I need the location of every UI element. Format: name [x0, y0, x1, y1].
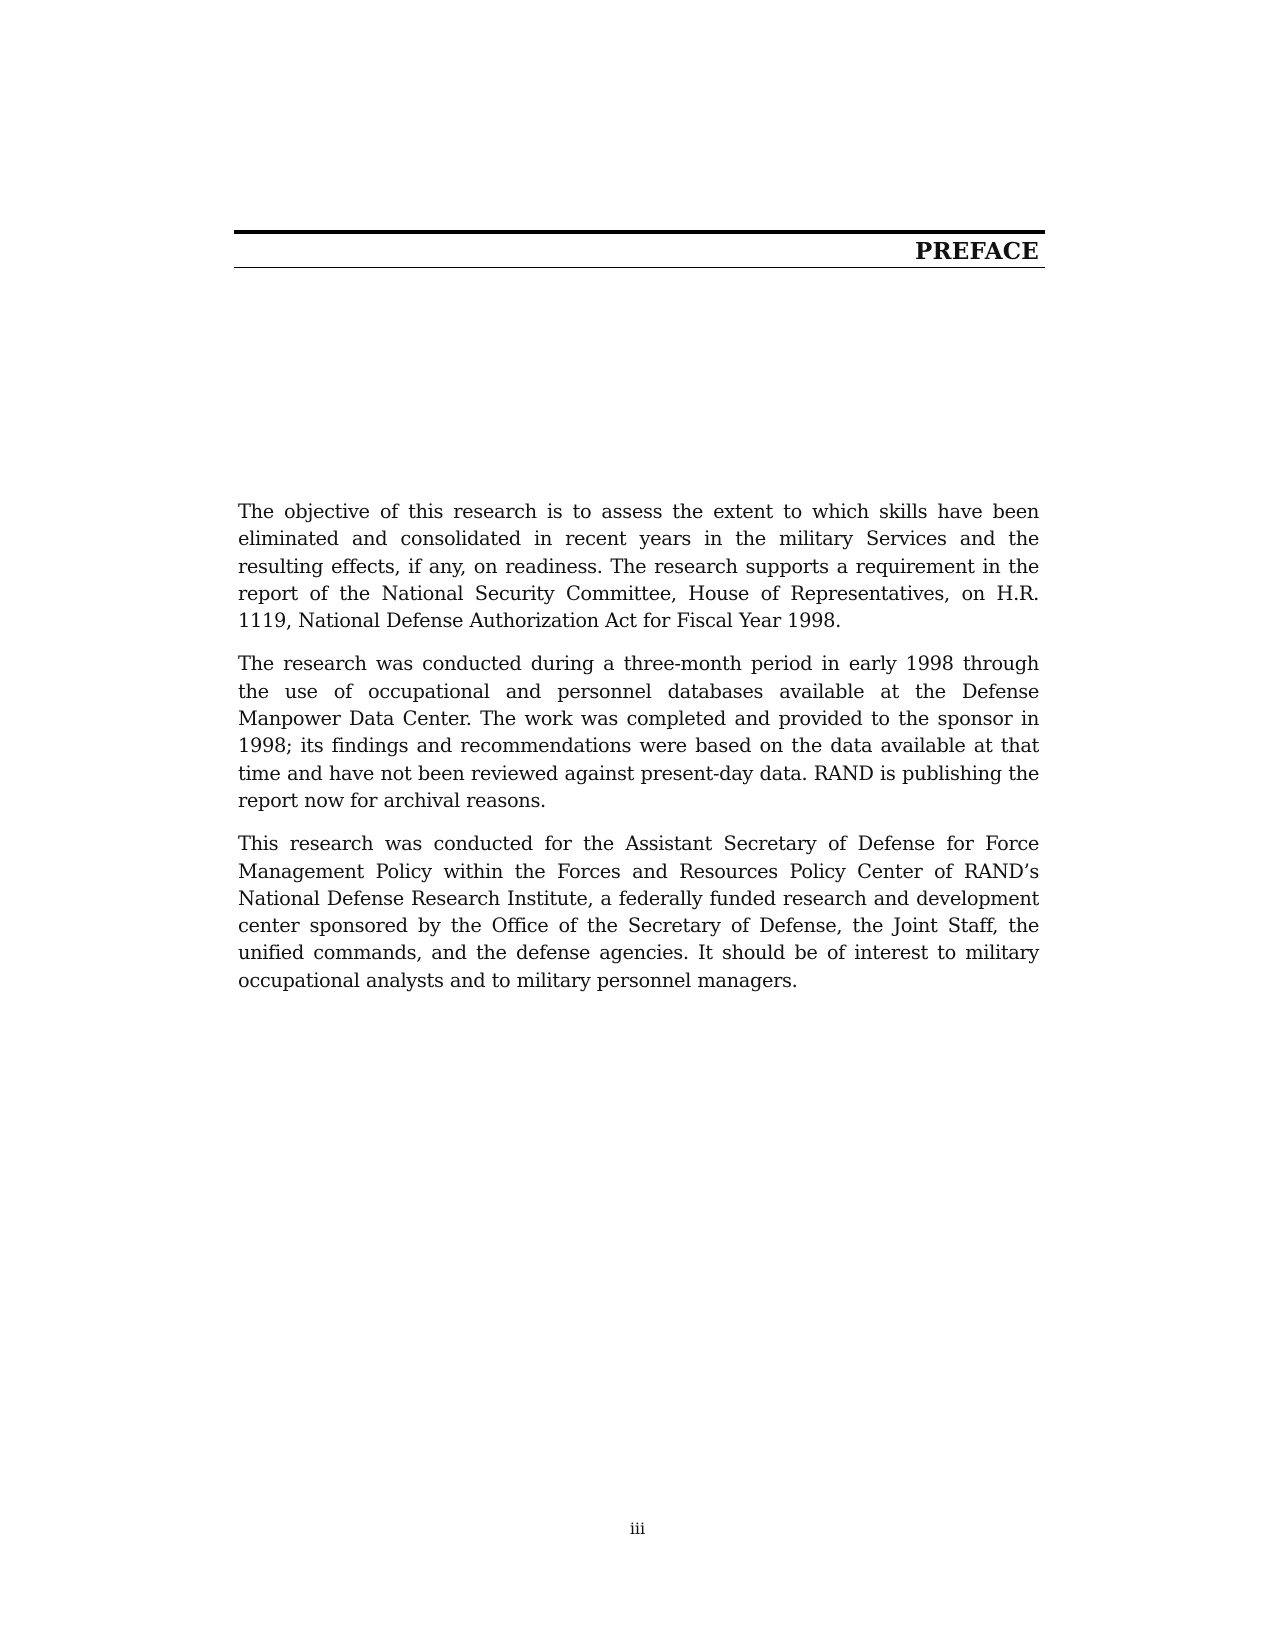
paragraph-method: The research was conducted during a three-month period in early 1998 through the use of occupational and personnel databases available at the Defense Manpower Data Center. The work was completed and provided to the sponsor in 1998; its findings and recommendations were based on the data available at that time and have not been reviewed against present-day data. RAND is publishing the report now for archival reasons. [238, 652, 1039, 812]
paragraph-objective: The objective of this research is to assess the extent to which skills have been eliminated and consolidated in recent years in the military Services and the resulting effects, if any, on readiness. The research supports a requirement in the report of the National Security Committee, House of Representatives, on H.R. 1119, National Defense Authorization Act for Fiscal Year 1998. [238, 500, 1039, 633]
page-title: PREFACE [914, 238, 1039, 265]
page-number: iii [629, 1519, 646, 1538]
heading-top-rule [234, 230, 1045, 234]
heading-bottom-rule [234, 267, 1045, 268]
paragraph-sponsor: This research was conducted for the Assistant Secretary of Defense for Force Management Policy within the Forces and Resources Policy Center of RAND’s National Defense Research Institute, a federally funded research and development center sponsored by the Office of the Secretary of Defense, the Joint Staff, the unified commands, and the defense agencies. It should be of interest to military occupational analysts and to military personnel managers. [238, 832, 1039, 992]
preface-body [238, 498, 1039, 1010]
